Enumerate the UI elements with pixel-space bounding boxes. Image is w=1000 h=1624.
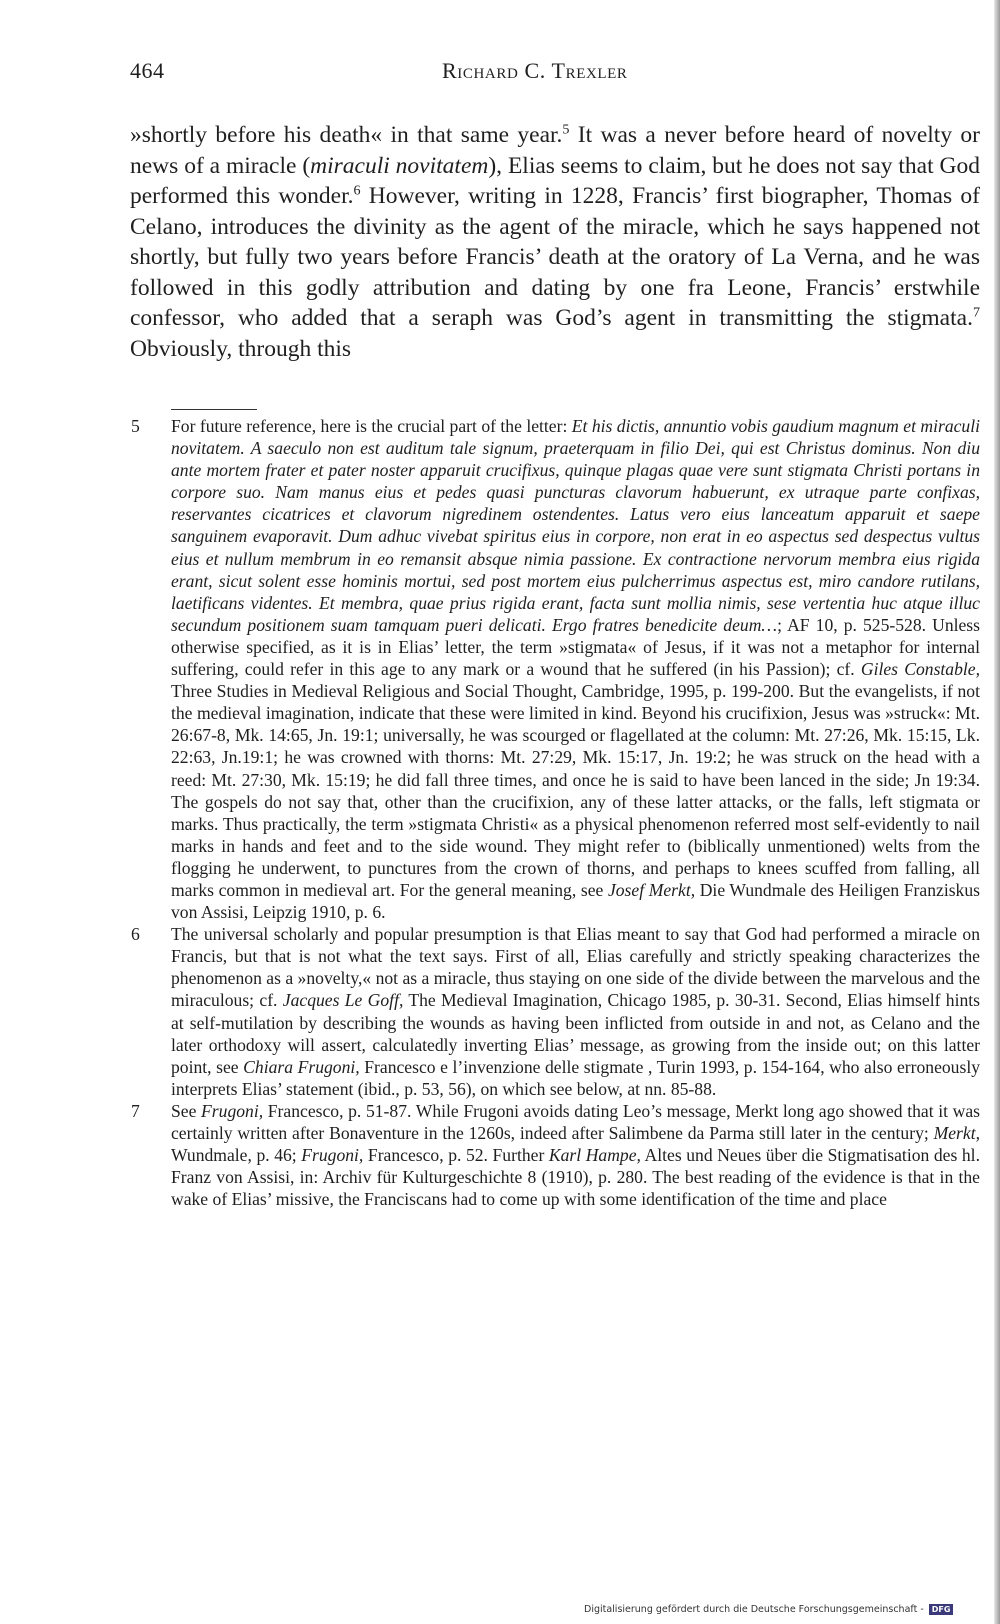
footnote-text: Francesco, p. 51-87. While Frugoni avoids dating Leo’s message, Merkt long ago showed that it was certainly written after Bonaventure in the 1260s, indeed after Salimbene da Parma still later in the century;	[171, 1100, 980, 1143]
footnote-ref-6[interactable]: 6	[353, 182, 361, 199]
footnote-text: The Medieval Imagination, Chicago 1985, p. 30-31. Second, Elias himself hints at self-mutilation by describing the wounds as having been inflicted from outside in and not, as Celano and the later orthodoxy will assert, calculatedly inverting Elias’ message, as growing from the inside out; on this latter point, see	[171, 990, 980, 1077]
footnote-text: ; AF 10, p. 525-528. Unless otherwise specified, as it is in Elias’ letter, the term »stigmata« of Jesus, if it was not a metaphor for internal suffering, could refer in this age to any mark or a wound that he suffered (in his Passion); cf.	[171, 614, 981, 680]
footnote-ref-5[interactable]: 5	[562, 121, 570, 138]
footnote-text: Francesco e l’invenzione delle stigmate , Turin 1993, p. 154-164, who also erroneously interprets Elias’ statement (ibid., p. 53, 56), on which see below, at nn. 85-88.	[171, 1056, 981, 1099]
body-text-run: Obviously, through this	[130, 335, 352, 362]
running-head: Richard C. Trexler	[442, 58, 628, 83]
page-number: 464	[130, 58, 165, 83]
footnote-text: Wundmale, p. 46;	[171, 1145, 302, 1166]
footnote-author: Jacques Le Goff,	[282, 990, 404, 1011]
footnote-author: Giles Constable,	[860, 659, 980, 680]
body-text-run: ), Elias seems to claim, but he does not say that God performed this wonder.	[130, 152, 980, 209]
footnote-7	[130, 1100, 980, 1210]
footnote-number: 5	[131, 416, 140, 436]
footnote-separator	[171, 409, 257, 410]
main-text	[130, 120, 980, 364]
footnote-ref-7[interactable]: 7	[972, 304, 980, 321]
page-header	[130, 58, 980, 88]
footnote-number: 7	[131, 1100, 140, 1121]
footnote-author: Frugoni,	[301, 1145, 364, 1166]
footnote-author: Merkt,	[933, 1123, 980, 1143]
dfg-logo: DFG	[929, 1604, 954, 1615]
body-italic-run: miraculi novitatem	[310, 152, 489, 179]
footnote-text: Altes und Neues über die Stigmatisation des hl. Franz von Assisi, in: Archiv für Kulturgeschichte 8 (1910), p. 280. The best reading of the evidence is that in the wake of Elias’ missive, the Franciscans had to come up with some identification of the time and place	[171, 1145, 980, 1210]
footnote-text: Three Studies in Medieval Religious and Social Thought, Cambridge, 1995, p. 199-200. But the evangelists, if not the medieval imagination, indicate that these were limited in kind. Beyond his crucifixion, Jesus was »struck«: Mt. 26:67-8, Mk. 14:65, Jn. 19:1; universally, he was scourged or flagellated at the column: Mt. 27:26, Mk. 15:15, Lk. 22:63, Jn.19:1; he was crowned with thorns: Mt. 27:29, Mk. 15:17, Jn. 19:2; he was struck on the head with a reed: Mt. 27:30, Mk. 15:19; he did fall three times, and once he is said to have been lanced in the side; Jn 19:34. The gospels do not say that, other than the crucifixion, any of these latter attacks, or the falls, left stigmata or marks. Thus practically, the term »stigmata Christi« as a physical phenomenon referred most self-evidently to nail marks in hands and feet and to the side wound. They might refer to (biblically unmentioned) welts from the flogging he underwent, to punctures from the crown of thorns, and perhaps to knees scuffed from falling, all marks common in medieval art. For the general meaning, see	[171, 681, 980, 900]
footnote-author: Frugoni,	[201, 1100, 264, 1121]
digitization-credit	[584, 1604, 980, 1618]
footnote-latin-quote: Et his dictis, annuntio vobis gaudium magnum et miraculi novitatem. A saeculo non est auditum tale signum, praeterquam in filio Dei, qui est Christus dominus. Non diu ante mortem frater et pater noster apparuit crucifixus, quinque plagas quae vere sunt stigmata Christi portans in corpore suo. Nam manus eius et pedes quasi puncturas clavorum habuerunt, ex utraque parte confixas, reservantes cicatrices et clavorum nigredinem ostendentes. Latus vero eius lanceatum apparuit et saepe sanguinem evaporavit. Dum adhuc vivebat spiritus eius in corpore, non erat in eo aspectus sed despectus vultus eius et nullum membrum in eo remansit absque nimia passione. Ex contractione nervorum membra eius rigida erant, sicut solent esse hominis mortui, sed post mortem eius pulcherrimus aspectus est, miro candore rutilans, laetificans videntes. Et membra, quae prius rigida erant, facta sunt mollia nimis, sese vertentia huc atque illuc secundum positionem suam tamquam pueri delicati. Ergo fratres benedicite deum…	[171, 416, 981, 635]
footnote-5	[130, 415, 980, 923]
credit-text: Digitalisierung gefördert durch die Deutsche Forschungsgemeinschaft -	[584, 1604, 924, 1615]
footnote-text: For future reference, here is the crucial part of the letter:	[171, 416, 572, 436]
footnotes	[130, 415, 980, 1210]
page-edge-shadow	[994, 0, 1000, 1624]
footnote-number: 6	[131, 924, 140, 945]
footnote-text: See	[171, 1100, 202, 1121]
body-paragraph	[130, 120, 980, 364]
footnote-6	[130, 923, 980, 1100]
footnote-text: Francesco, p. 52. Further	[363, 1145, 549, 1166]
body-text-run: It was a never before heard of novelty or news of a miracle (	[130, 122, 980, 179]
body-text-run: However, writing in 1228, Francis’ first biographer, Thomas of Celano, introduces the divinity as the agent of the miracle, which he says happened not shortly, but fully two years before Francis’ death at the oratory of La Verna, and he was followed in this godly attribution and dating by one fra Leone, Francis’ erstwhile confessor, who added that a seraph was God’s agent in transmitting the stigmata.	[130, 183, 980, 331]
footnote-author: Chiara Frugoni,	[243, 1056, 360, 1077]
footnote-author: Karl Hampe,	[548, 1145, 641, 1166]
body-text-run: »shortly before his death« in that same year.	[130, 122, 563, 148]
footnote-text: The universal scholarly and popular presumption is that Elias meant to say that God had performed a miracle on Francis, but that is not what the text says. First of all, Elias carefully and strictly speaking characterizes the phenomenon as a »novelty,« not as a miracle, thus staying on one side of the divide between the marvelous and the miraculous; cf.	[171, 924, 980, 1011]
footnote-text: Die Wundmale des Heiligen Franziskus von Assisi, Leipzig 1910, p. 6.	[171, 879, 980, 923]
footnote-author: Josef Merkt,	[607, 879, 696, 900]
